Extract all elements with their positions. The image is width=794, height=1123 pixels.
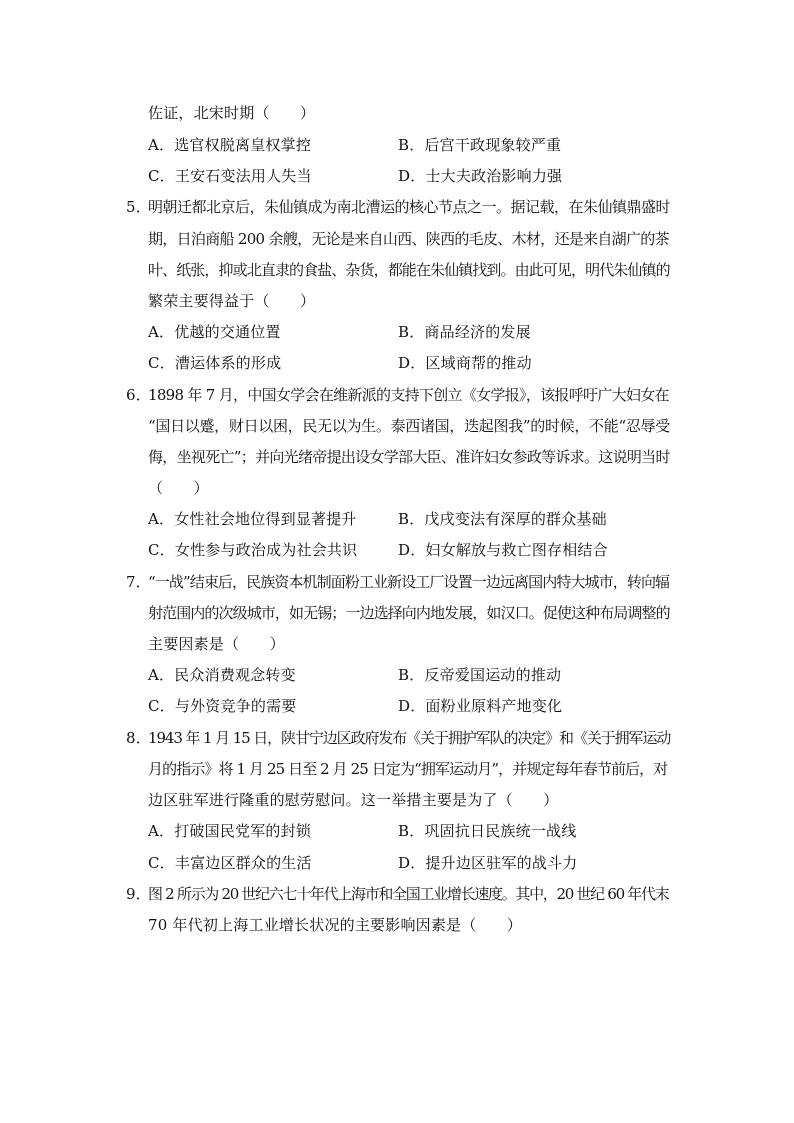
q8-option-d: D．提升边区驻军的战斗力 (398, 854, 578, 872)
q9-number: 9． (126, 885, 151, 903)
q7-option-a: A．民众消费观念转变 (148, 666, 296, 684)
q8-option-b: B．巩固抗日民族统一战线 (398, 822, 577, 840)
q5-line-1: 明朝迁都北京后，朱仙镇成为南北漕运的核心节点之一。据记载，在朱仙镇鼎盛时 (148, 198, 671, 216)
q8-option-a: A．打破国民党军的封锁 (148, 822, 312, 840)
q5-option-c: C．漕运体系的形成 (148, 354, 282, 372)
q7-option-c: C．与外资竞争的需要 (148, 697, 297, 715)
q7-line-3: 主要因素是（ ） (148, 635, 285, 653)
q8-line-1: 1943 年 1 月 15 日，陕甘宁边区政府发布《关于拥护军队的决定》和《关于拥军运动 (148, 729, 671, 747)
q8-line-3: 边区驻军进行隆重的慰劳慰问。这一举措主要是为了（ ） (148, 791, 559, 809)
q4-option-a: A．选官权脱离皇权掌控 (148, 136, 312, 154)
q5-number: 5． (126, 198, 151, 216)
q5-option-a: A．优越的交通位置 (148, 323, 281, 341)
q4-option-d: D．士大夫政治影响力强 (398, 167, 563, 185)
q7-option-d: D．面粉业原料产地变化 (398, 697, 563, 715)
q6-line-4: （ ） (148, 479, 209, 497)
q5-option-d: D．区域商帮的推动 (398, 354, 532, 372)
q5-line-4: 繁荣主要得益于（ ） (148, 292, 316, 310)
q7-number: 7． (126, 573, 151, 591)
q7-line-2: 射范围内的次级城市，如无锡；一边选择向内地发展，如汉口。促使这种布局调整的 (148, 604, 670, 622)
q6-option-a: A．女性社会地位得到显著提升 (148, 510, 357, 528)
q9-line-2: 70 年代初上海工业增长状况的主要影响因素是（ ） (148, 916, 523, 934)
q4-option-c: C．王安石变法用人失当 (148, 167, 312, 185)
q6-line-2: “国日以蹙，财日以困，民无以为生。泰西诸国，迭起图我”的时候，不能“忍辱受 (148, 417, 670, 435)
q8-number: 8． (126, 729, 151, 747)
q5-line-3: 叶、纸张，抑或北直隶的食盐、杂货，都能在朱仙镇找到。由此可见，明代朱仙镇的 (148, 261, 670, 279)
q7-line-1: “一战”结束后，民族资本机制面粉工业新设工厂设置一边远离国内特大城市，转向辐 (148, 573, 670, 591)
q7-option-b: B．反帝爱国运动的推动 (398, 666, 562, 684)
q6-option-b: B．戊戌变法有深厚的群众基础 (398, 510, 607, 528)
q4-line-1: 佐证，北宋时期（ ） (148, 104, 316, 122)
q8-option-c: C．丰富边区群众的生活 (148, 854, 312, 872)
q5-option-b: B．商品经济的发展 (398, 323, 531, 341)
q9-line-1: 图 2 所示为 20 世纪六七十年代上海市和全国工业增长速度。其中，20 世纪 60 年代末 (148, 885, 669, 903)
q6-number: 6． (126, 386, 151, 404)
q6-option-d: D．妇女解放与救亡图存相结合 (398, 541, 608, 559)
q4-option-b: B．后宫干政现象较严重 (398, 136, 562, 154)
q6-line-1: 1898 年 7 月，中国女学会在维新派的支持下创立《女学报》，该报呼吁广大妇女在 (148, 386, 669, 404)
q5-line-2: 期，日泊商船 200 余艘，无论是来自山西、陕西的毛皮、木材，还是来自湖广的茶 (148, 230, 669, 248)
q8-line-2: 月的指示》将 1 月 25 日至 2 月 25 日定为“拥军运动月”，并规定每年春节前后，对 (148, 760, 668, 778)
q6-line-3: 侮，坐视死亡”；并向光绪帝提出设女学部大臣、准许妇女参政等诉求。这说明当时 (148, 448, 670, 466)
q6-option-c: C．女性参与政治成为社会共识 (148, 541, 358, 559)
